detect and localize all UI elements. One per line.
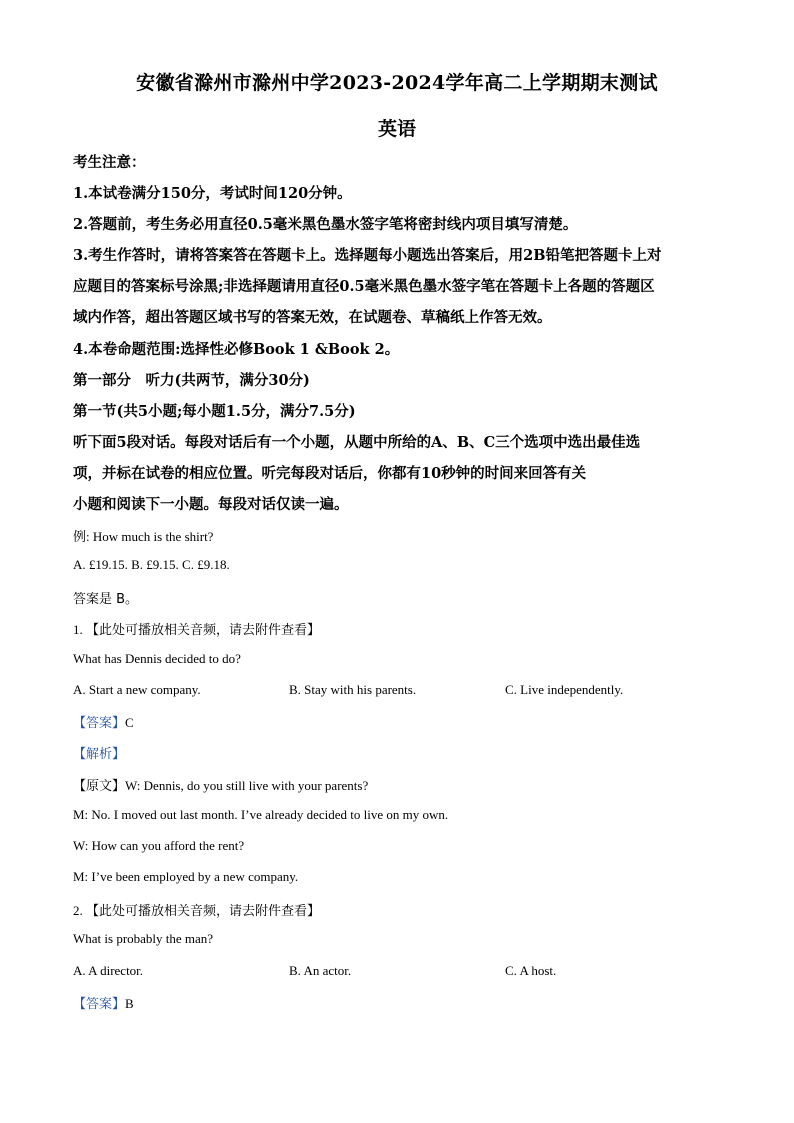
question-1-analysis: [73, 743, 125, 762]
question-2-answer: [73, 993, 134, 1012]
question-1-option-b: B. Stay with his parents.: [289, 682, 417, 697]
section-one-heading: 第一节(共5小题;每小题1.5分，满分7.5分): [73, 403, 356, 420]
instructions-line-1: 听下面5段对话。每段对话后有一个小题，从题中所给的A、B、C三个选项中选出最佳选: [73, 434, 641, 451]
answer-tag: 【答案】: [73, 997, 126, 1012]
answer-value: B: [125, 996, 134, 1011]
notice-item-1: 1.本试卷满分150分，考试时间120分钟。: [73, 185, 352, 202]
analysis-tag: 【解析】: [73, 747, 126, 762]
question-2-option-a: A. A director.: [73, 963, 144, 978]
question-1-header: [73, 619, 320, 638]
example-answer: 答案是 B。: [73, 592, 139, 607]
notice-item-4: 4.本卷命题范围:选择性必修Book 1 &Book 2。: [73, 341, 400, 358]
answer-tag: 【答案】: [73, 716, 126, 731]
question-2-option-b: B. An actor.: [289, 963, 352, 978]
question-1-transcript-line-4: M: I’ve been employed by a new company.: [73, 869, 299, 884]
question-1-transcript-line-3: W: How can you afford the rent?: [73, 838, 245, 853]
instructions-line-2: 项，并标在试卷的相应位置。听完每段对话后，你都有10秒钟的时间来回答有关: [73, 465, 587, 482]
notice-item-3-line-1: 3.考生作答时，请将答案答在答题卡上。选择题每小题选出答案后，用2B铅笔把答题卡上对: [73, 247, 662, 264]
question-1-text: What has Dennis decided to do?: [73, 651, 241, 666]
question-1-transcript-line-1: [73, 775, 368, 794]
question-2-text: What is probably the man?: [73, 931, 214, 946]
question-1-option-a: A. Start a new company.: [73, 682, 201, 697]
question-2-header: [73, 900, 320, 919]
question-2-audio-note[interactable]: 【此处可播放相关音频，请去附件查看】: [86, 904, 321, 919]
question-1-answer: [73, 712, 134, 731]
question-2-option-c: C. A host.: [505, 963, 557, 978]
exam-subject: 英语: [377, 118, 416, 140]
notice-heading: 考生注意：: [73, 154, 146, 171]
notice-item-2: 2.答题前，考生务必用直径0.5毫米黑色墨水签字笔将密封线内项目填写清楚。: [73, 216, 578, 233]
question-1-option-c: C. Live independently.: [505, 682, 624, 697]
question-1-number: 1.: [73, 622, 83, 637]
example-question: 例: How much is the shirt?: [73, 529, 214, 544]
question-2-number: 2.: [73, 903, 83, 918]
transcript-text: W: Dennis, do you still live with your parents?: [125, 778, 369, 793]
answer-value: C: [125, 715, 134, 730]
question-1-transcript-line-2: M: No. I moved out last month. I’ve already decided to live on my own.: [73, 807, 449, 822]
part-one-heading: 第一部分 听力(共两节，满分30分): [73, 372, 310, 389]
notice-item-3-line-2: 应题目的答案标号涂黑;非选择题请用直径0.5毫米黑色墨水签字笔在答题卡上各题的答题区: [73, 278, 655, 295]
notice-item-3-line-3: 域内作答，超出答题区域书写的答案无效，在试题卷、草稿纸上作答无效。: [73, 309, 552, 326]
original-tag: 【原文】: [73, 779, 126, 794]
exam-title: 安徽省滁州市滁州中学2023-2024学年高二上学期期末测试: [136, 72, 658, 94]
question-1-audio-note[interactable]: 【此处可播放相关音频，请去附件查看】: [86, 623, 321, 638]
example-options: A. £19.15. B. £9.15. C. £9.18.: [73, 557, 230, 572]
instructions-line-3: 小题和阅读下一小题。每段对话仅读一遍。: [73, 496, 349, 513]
